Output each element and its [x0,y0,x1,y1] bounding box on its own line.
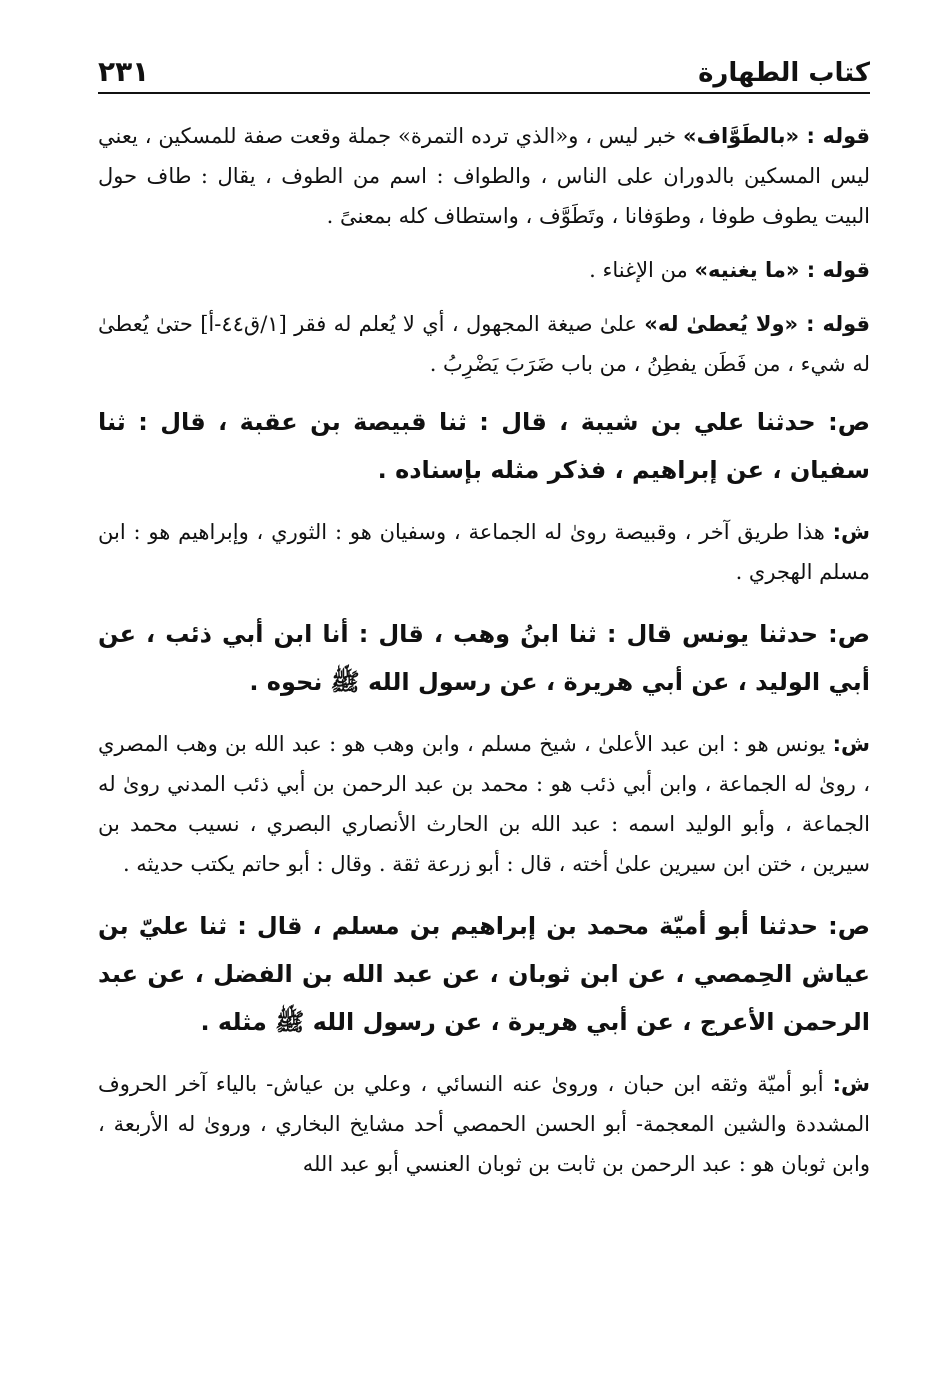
paragraph-text: خبر ليس ، و«الذي ترده التمرة» جملة وقعت صفة للمسكين ، يعني ليس المسكين بالدوران على الناس ، والطواف : اسم من الطوف ، يقال : طاف حول البيت يطوف طوفا ، وطوَفانا ، وتَطَوَّف ، واستطاف كله بمعنىً . [98,124,870,228]
paragraph-text: من الإغناء . [589,258,695,282]
paragraph-lead: ص: [828,408,870,436]
commentary-paragraph [98,304,870,384]
hadith-paragraph [98,610,870,706]
paragraph-lead: ش: [832,520,870,544]
commentary-paragraph [98,512,870,592]
hadith-paragraph [98,398,870,494]
paragraph-lead: ش: [832,732,870,756]
paragraph-lead: قوله : «بالطَوَّاف» [683,124,870,148]
paragraph-lead: قوله : «ما يغنيه» [694,258,870,282]
commentary-paragraph [98,724,870,884]
page-header [98,40,870,94]
paragraph-lead: ش: [832,1072,870,1096]
page-number: ٢٣١ [98,55,150,88]
paragraph-text: حدثنا علي بن شيبة ، قال : ثنا قبيصة بن عقبة ، قال : ثنا سفيان ، عن إبراهيم ، فذكر مثله بإسناده . [98,408,870,484]
page-body [98,116,870,1184]
commentary-paragraph [98,1064,870,1184]
paragraph-text: أبو أميّة وثقه ابن حبان ، وروىٰ عنه النسائي ، وعلي بن عياش- بالياء آخر الحروف المشددة والشين المعجمة- أبو الحسن الحمصي أحد مشايخ البخاري ، وروىٰ له الأربعة ، وابن ثوبان هو : عبد الرحمن بن ثابت بن ثوبان العنسي أبو عبد الله [98,1072,870,1176]
book-page [98,40,870,1202]
paragraph-text: يونس هو : ابن عبد الأعلىٰ ، شيخ مسلم ، وابن وهب هو : عبد الله بن وهب المصري ، روىٰ له الجماعة ، وابن أبي ذئب هو : محمد بن عبد الرحمن بن أبي ذئب المدني روىٰ له الجماعة ، وأبو الوليد اسمه : عبد الله بن الحارث الأنصاري البصري ، نسيب محمد بن سيرين ، ختن ابن سيرين علىٰ أخته ، قال : أبو زرعة ثقة . وقال : أبو حاتم يكتب حديثه . [98,732,870,876]
paragraph-text: حدثنا أبو أميّة محمد بن إبراهيم بن مسلم ، قال : ثنا عليّ بن عياش الحِمصي ، عن ابن ثوبان ، عن عبد الله بن الفضل ، عن عبد الرحمن الأعرج ، عن أبي هريرة ، عن رسول الله ﷺ مثله . [98,912,870,1036]
paragraph-text: حدثنا يونس قال : ثنا ابنُ وهب ، قال : أنا ابن أبي ذئب ، عن أبي الوليد ، عن أبي هريرة ، عن رسول الله ﷺ نحوه . [98,620,870,696]
commentary-paragraph [98,116,870,236]
paragraph-lead: ص: [828,912,870,940]
paragraph-text: هذا طريق آخر ، وقبيصة روىٰ له الجماعة ، وسفيان هو : الثوري ، وإبراهيم هو : ابن مسلم الهجري . [98,520,870,584]
commentary-paragraph [98,250,870,290]
hadith-paragraph [98,902,870,1046]
running-title: كتاب الطهارة [698,58,870,88]
paragraph-lead: قوله : «ولا يُعطىٰ له» [644,312,870,336]
paragraph-text: علىٰ صيغة المجهول ، أي لا يُعلم له فقر [١/ق٤٤-أ] حتىٰ يُعطىٰ له شيء ، من فَطَن يفطِنُ ، من باب ضَرَبَ يَضْرِبُ . [98,312,870,376]
paragraph-lead: ص: [828,620,870,648]
